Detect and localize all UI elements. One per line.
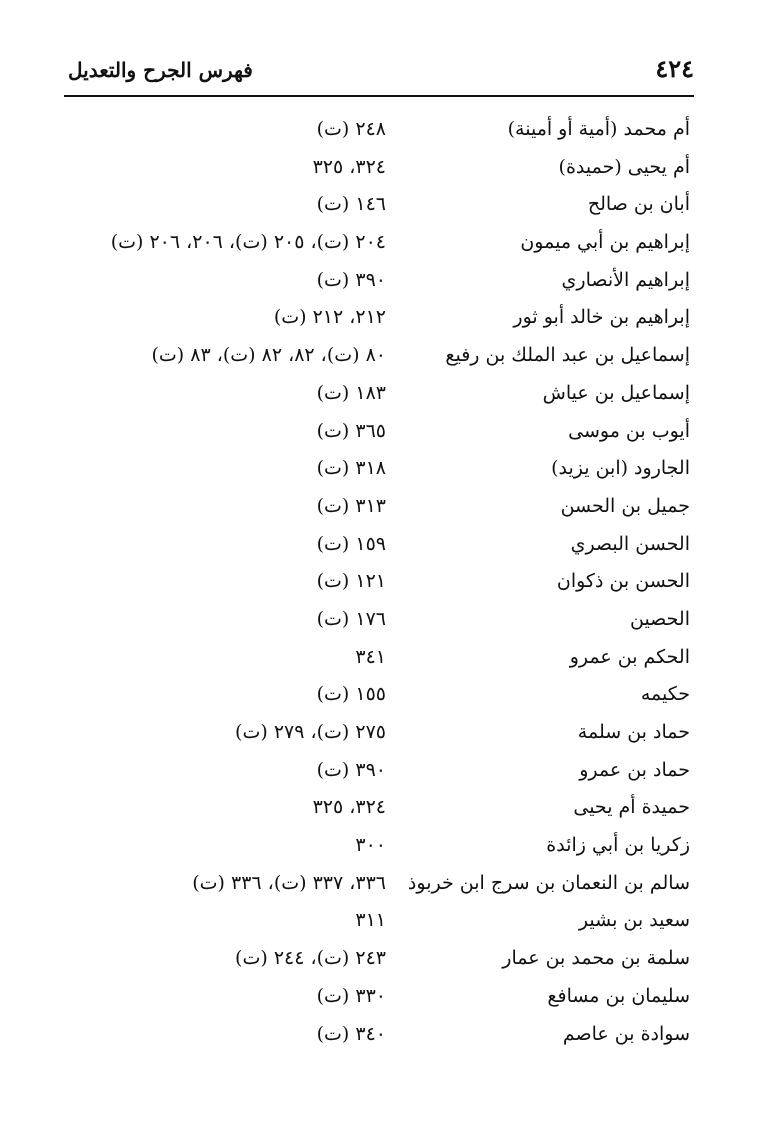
entry-page-refs: ٨٠ (ت)، ٨٢، ٨٢ (ت)، ٨٣ (ت) xyxy=(151,344,386,367)
entry-page-refs: ٣٤١ xyxy=(355,645,386,668)
index-entry xyxy=(0,1019,760,1057)
index-entry xyxy=(0,378,760,416)
entry-name: حماد بن عمرو xyxy=(579,758,690,781)
entry-name: إسماعيل بن عبد الملك بن رفيع xyxy=(445,344,690,367)
entry-name: إبراهيم بن خالد أبو ثور xyxy=(513,306,690,329)
index-entry xyxy=(0,189,760,227)
index-entry xyxy=(0,566,760,604)
index-entry xyxy=(0,453,760,491)
index-entry xyxy=(0,830,760,868)
entry-name: حكيمه xyxy=(640,683,690,706)
index-entry xyxy=(0,227,760,265)
entry-page-refs: ٣١١ xyxy=(355,909,386,932)
index-entry xyxy=(0,981,760,1019)
index-entry xyxy=(0,302,760,340)
entry-name: سليمان بن مسافع xyxy=(547,984,690,1007)
entry-page-refs: ١٤٦ (ت) xyxy=(316,193,386,216)
entry-name: الحسن البصري xyxy=(570,532,690,555)
index-entry xyxy=(0,529,760,567)
entry-page-refs: ٣٩٠ (ت) xyxy=(316,268,386,291)
index-entries xyxy=(0,114,760,1056)
entry-name: سعيد بن بشير xyxy=(578,909,690,932)
page-number: ٤٢٤ xyxy=(655,54,694,83)
entry-page-refs: ١٢١ (ت) xyxy=(316,570,386,593)
index-entry xyxy=(0,679,760,717)
entry-page-refs: ٣١٣ (ت) xyxy=(316,494,386,517)
index-entry xyxy=(0,114,760,152)
index-entry xyxy=(0,152,760,190)
entry-name: إبراهيم بن أبي ميمون xyxy=(520,231,690,254)
entry-page-refs: ٢٠٤ (ت)، ٢٠٥ (ت)، ٢٠٦، ٢٠٦ (ت) xyxy=(110,231,386,254)
entry-name: إسماعيل بن عياش xyxy=(542,381,690,404)
entry-page-refs: ٣٤٠ (ت) xyxy=(316,1022,386,1045)
index-entry xyxy=(0,943,760,981)
entry-page-refs: ٣٦٥ (ت) xyxy=(316,419,386,442)
entry-page-refs: ٢١٢، ٢١٢ (ت) xyxy=(273,306,386,329)
entry-name: إبراهيم الأنصاري xyxy=(561,268,690,291)
entry-name: سلمة بن محمد بن عمار xyxy=(502,947,690,970)
index-entry xyxy=(0,755,760,793)
index-entry xyxy=(0,491,760,529)
entry-page-refs: ٣٢٤، ٣٢٥ xyxy=(312,796,386,819)
entry-name: الحكم بن عمرو xyxy=(569,645,690,668)
index-entry xyxy=(0,416,760,454)
entry-name: أم محمد (أمية أو أمينة) xyxy=(507,118,690,140)
entry-page-refs: ١٨٣ (ت) xyxy=(316,381,386,404)
running-title: فهرس الجرح والتعديل xyxy=(68,58,253,82)
header-rule xyxy=(64,95,694,97)
entry-name: سالم بن النعمان بن سرج ابن خربوذ xyxy=(407,871,690,894)
index-entry xyxy=(0,868,760,906)
entry-page-refs: ٢٤٨ (ت) xyxy=(316,118,386,140)
entry-name: أيوب بن موسى xyxy=(568,419,690,442)
entry-page-refs: ١٧٦ (ت) xyxy=(316,607,386,630)
entry-page-refs: ٣٢٤، ٣٢٥ xyxy=(312,155,386,178)
index-entry xyxy=(0,604,760,642)
entry-name: الحسن بن ذكوان xyxy=(556,570,690,593)
entry-page-refs: ٣١٨ (ت) xyxy=(316,457,386,480)
entry-name: حماد بن سلمة xyxy=(577,721,690,743)
page-header xyxy=(64,52,694,92)
index-entry xyxy=(0,792,760,830)
index-entry xyxy=(0,717,760,755)
index-entry xyxy=(0,642,760,680)
index-entry xyxy=(0,340,760,378)
entry-page-refs: ١٥٩ (ت) xyxy=(316,532,386,555)
entry-name: الجارود (ابن يزيد) xyxy=(551,457,690,480)
entry-name: أم يحيى (حميدة) xyxy=(558,155,690,178)
entry-page-refs: ٣٩٠ (ت) xyxy=(316,758,386,781)
entry-name: أبان بن صالح xyxy=(587,193,690,216)
entry-page-refs: ١٥٥ (ت) xyxy=(316,683,386,706)
index-entry xyxy=(0,905,760,943)
entry-page-refs: ٢٤٣ (ت)، ٢٤٤ (ت) xyxy=(235,947,386,970)
index-entry xyxy=(0,265,760,303)
entry-name: سوادة بن عاصم xyxy=(562,1022,690,1045)
entry-page-refs: ٢٧٥ (ت)، ٢٧٩ (ت) xyxy=(235,721,386,743)
entry-name: زكريا بن أبي زائدة xyxy=(546,834,690,857)
entry-name: الحصين xyxy=(629,607,690,630)
entry-page-refs: ٣٣٦، ٣٣٧ (ت)، ٣٣٦ (ت) xyxy=(192,871,386,894)
entry-name: حميدة أم يحيى xyxy=(573,796,690,819)
entry-page-refs: ٣٠٠ xyxy=(355,834,386,857)
entry-page-refs: ٣٣٠ (ت) xyxy=(316,984,386,1007)
entry-name: جميل بن الحسن xyxy=(560,494,690,517)
